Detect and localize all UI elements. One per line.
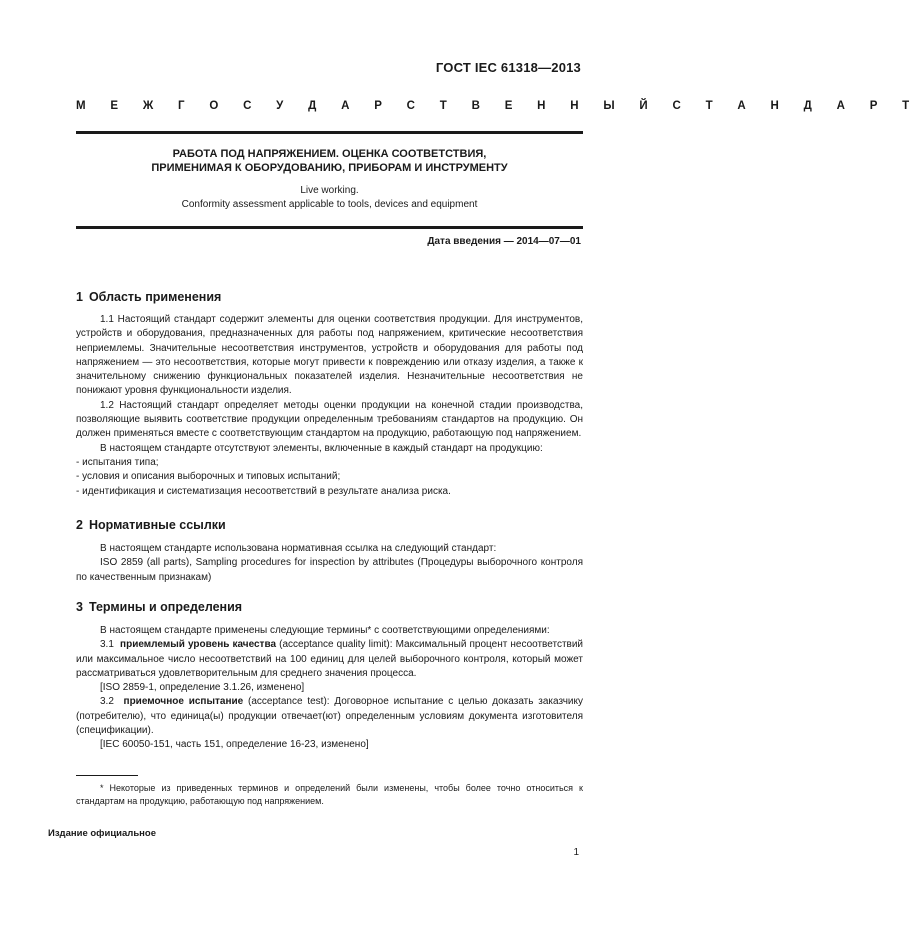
- title-line-1: РАБОТА ПОД НАПРЯЖЕНИЕМ. ОЦЕНКА СООТВЕТСТВИЯ,: [172, 148, 487, 160]
- list-item: - идентификация и систематизация несоответствий в результате анализа риска.: [76, 485, 583, 499]
- paragraph-2-2: ISO 2859 (all parts), Sampling procedures for inspection by attributes (Процедуры выборочного контроля по качественным признакам): [76, 557, 583, 583]
- section-2-title: Нормативные ссылки: [88, 518, 226, 532]
- section-1-heading: [76, 290, 221, 304]
- footnote-divider: [76, 775, 138, 776]
- section-3-title: Термины и определения: [88, 600, 243, 614]
- section-1-body: [76, 313, 583, 499]
- title-divider: [76, 226, 583, 229]
- term-3-2-source: [IEC 60050-151, часть 151, определение 16-23, изменено]: [100, 739, 369, 751]
- section-3-number: 3: [76, 600, 83, 614]
- document-code: ГОСТ IEC 61318—2013: [435, 60, 581, 75]
- term-3-2-number: 3.2: [100, 696, 114, 708]
- term-3-1-source: [ISO 2859-1, определение 3.1.26, изменено]: [100, 682, 305, 694]
- paragraph-1-2: 1.2 Настоящий стандарт определяет методы оценки продукции на конечной стадии производства, позволяющие выявить соответствие продукции определенным требованиям стандартов на продукцию. Он должен применяться вместе с соответствующим стандартом на продукцию, работающую под напряжением.: [76, 399, 583, 440]
- section-2-body: [76, 542, 583, 585]
- section-3-body: [76, 624, 583, 753]
- list-item: - испытания типа;: [76, 456, 583, 470]
- title-line-2: ПРИМЕНИМАЯ К ОБОРУДОВАНИЮ, ПРИБОРАМ И ИНСТРУМЕНТУ: [151, 162, 508, 174]
- effective-date: Дата введения — 2014—07—01: [427, 236, 581, 247]
- footnote-text: * Некоторые из приведенных терминов и определений были изменены, чтобы более точно относиться к стандартам на продукцию, работающую под напряжением.: [76, 783, 583, 806]
- english-title-line-2: Conformity assessment applicable to tools, devices and equipment: [181, 199, 478, 210]
- paragraph-1-3: В настоящем стандарте отсутствуют элементы, включенные в каждый стандарт на продукцию:: [100, 442, 543, 454]
- english-title-line-1: Live working.: [300, 185, 359, 196]
- list-item: - условия и описания выборочных и типовых испытаний;: [76, 470, 583, 484]
- top-divider: [76, 131, 583, 134]
- term-3-1-name: приемлемый уровень качества: [120, 639, 277, 651]
- term-3-2-name: приемочное испытание: [123, 696, 244, 708]
- section-3-heading: [76, 600, 242, 614]
- footnote: [76, 782, 583, 808]
- term-3-2: [76, 695, 583, 738]
- paragraph-1-1: 1.1 Настоящий стандарт содержит элементы для оценки соответствия продукции. Для инструментов, устройств и оборудования, предназначенных для работы под напряжением, критические несоответствия неприемлемы. Значительные несоответствия инструментов, устройств и оборудования для работы под напряжением — это несоответствия, которые могут привести к повреждению или отказу изделия, а также к значительному снижению функциональных показателей изделия. Незначительные несоответствия не понижают уровня функциональности изделия.: [76, 314, 583, 397]
- english-title: [76, 184, 583, 212]
- interstate-standard-label: М Е Ж Г О С У Д А Р С Т В Е Н Н Ы Й С Т А Н Д А Р Т: [76, 100, 920, 112]
- section-2-heading: [76, 518, 226, 532]
- document-title: [76, 147, 583, 175]
- section-1-title: Область применения: [88, 290, 222, 304]
- section-2-number: 2: [76, 518, 83, 532]
- official-edition-label: Издание официальное: [48, 828, 156, 839]
- page-number: 1: [573, 847, 579, 858]
- paragraph-2-1: В настоящем стандарте использована нормативная ссылка на следующий стандарт:: [100, 543, 497, 554]
- term-3-1-definition: (acceptance quality limit): Максимальный процент несоответствий или максимальное число несоответствий на 100 единиц для целей выборочного контроля, который может рассматриваться удовлетворительным для среднего значения процесса.: [76, 639, 584, 679]
- paragraph-3-intro: В настоящем стандарте применены следующие термины* с соответствующими определениями:: [100, 625, 550, 636]
- section-1-number: 1: [76, 290, 83, 304]
- term-3-1-number: 3.1: [100, 639, 114, 651]
- term-3-1: [76, 638, 583, 681]
- term-3-2-definition: (acceptance test): Договорное испытание с целью доказать заказчику (потребителю), что единица(ы) продукции отвечает(ют) определенным условиям документа изготовителя (спецификации).: [76, 696, 583, 737]
